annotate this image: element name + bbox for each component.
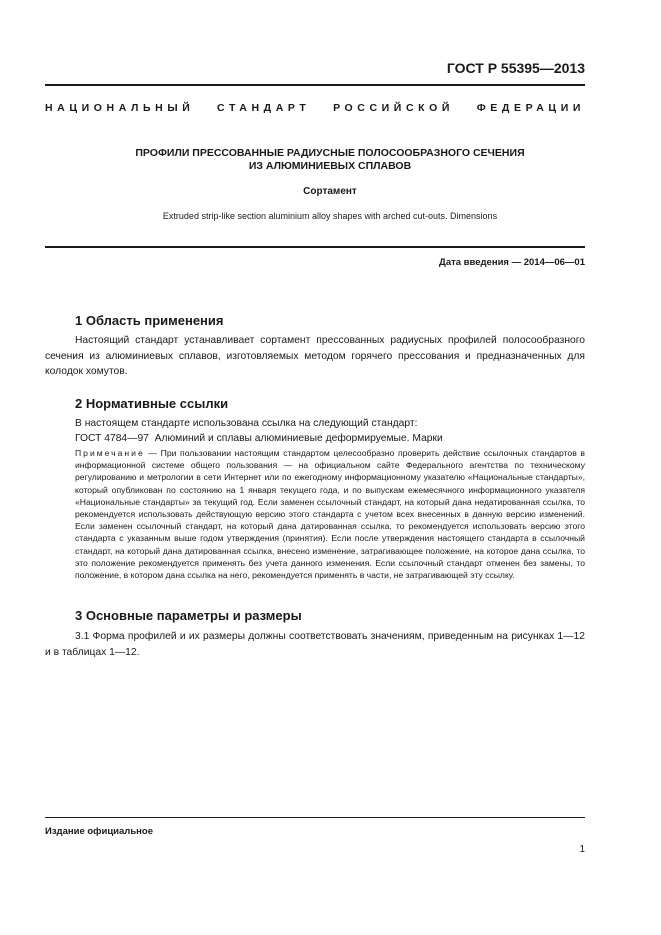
edition-label: Издание официальное (45, 826, 153, 837)
header-rule (45, 84, 585, 86)
document-title (75, 147, 585, 173)
note-text: — При пользовании настоящим стандартом целесообразно проверить действие ссылочных стандартов в информационной системе общего пользования — на официальном сайте Федерального агентства по техническому регулированию и метрологии в сети Интернет или по ежегодному информационному указателю «Национальные стандарты», который опубликован по состоянию на 1 января текущего года, и по выпускам ежемесячного информационного указателя «Национальные стандарты» за текущий год. Если заменен ссылочный стандарт, на который дана недатированная ссылка, то рекомендуется использовать действующую версию этого стандарта с учетом всех внесенных в данную версию изменений. Если заменен ссылочный стандарт, на который дана датированная ссылка, то рекомендуется использовать версию этого стандарта с указанным выше годом утверждения (принятия). Если после утверждения настоящего стандарта в ссылочный стандарт, на который дана датированная ссылка, внесено изменение, затрагивающее положение, на которое дана ссылка, то это положение рекомендуется применять без учета данного изменения. Если ссылочный стандарт отменен без замены, то положение, в котором дана ссылка на него, рекомендуется применять в части, не затрагивающей эту ссылку. (75, 448, 585, 581)
section-1-heading: 1 Область применения (75, 313, 224, 328)
title-rule (45, 246, 585, 248)
standard-number: ГОСТ Р 55395—2013 (446, 60, 585, 76)
section-3-heading: 3 Основные параметры и размеры (75, 608, 302, 623)
title-line-2: ИЗ АЛЮМИНИЕВЫХ СПЛАВОВ (248, 160, 412, 172)
page-number: 1 (579, 844, 585, 855)
section-2-heading: 2 Нормативные ссылки (75, 396, 229, 411)
national-standard-heading: НАЦИОНАЛЬНЫЙ СТАНДАРТ РОССИЙСКОЙ ФЕДЕРАЦИИ (45, 102, 585, 114)
section-2-text: В настоящем стандарте использована ссылка на следующий стандарт: (75, 418, 418, 429)
title-line-1: ПРОФИЛИ ПРЕССОВАННЫЕ РАДИУСНЫЕ ПОЛОСООБРАЗНОГО СЕЧЕНИЯ (135, 147, 525, 159)
document-subtitle: Сортамент (303, 186, 357, 197)
section-1-text (45, 333, 585, 380)
note-label: Примечание (75, 448, 145, 458)
english-title: Extruded strip-like section aluminium alloy shapes with arched cut-outs. Dimensions (162, 211, 498, 221)
footer-rule (45, 817, 585, 818)
date-introduced: Дата введения — 2014—06—01 (439, 257, 585, 268)
section-3-body: 3.1 Форма профилей и их размеры должны соответствовать значениям, приведенным на рисунках 1—12 и в таблицах 1—12. (45, 631, 585, 658)
section-3-text (45, 629, 585, 660)
section-2-reference: ГОСТ 4784—97 Алюминий и сплавы алюминиевые деформируемые. Марки (75, 433, 443, 444)
section-1-body: Настоящий стандарт устанавливает сортамент прессованных радиусных профилей полосообразного сечения из алюминиевых сплавов, изготовляемых методом горячего прессования и предназначенных для колодок хомутов. (45, 335, 585, 377)
section-2-note (75, 447, 585, 581)
